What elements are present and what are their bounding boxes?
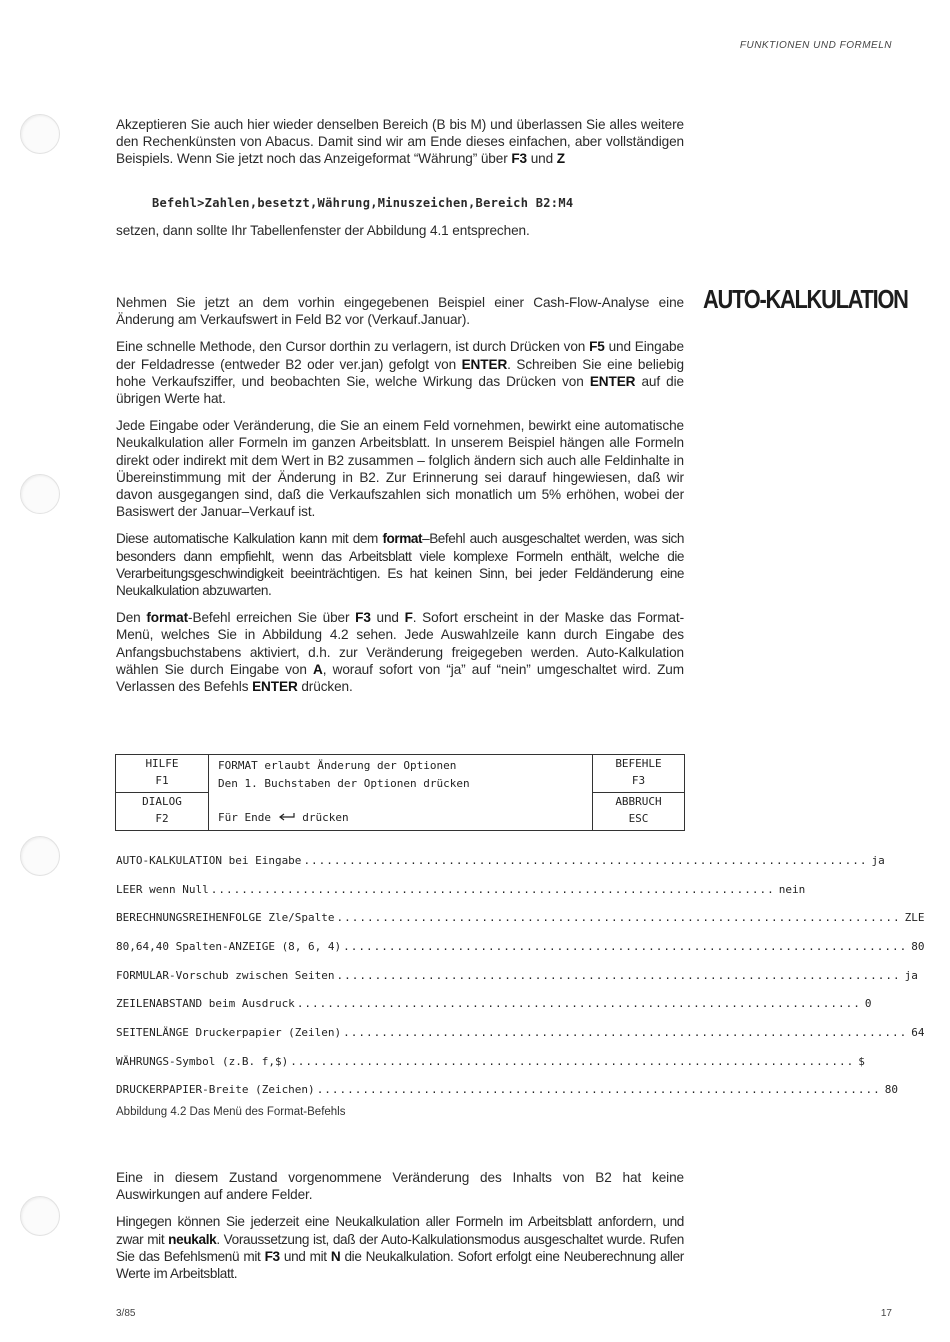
option-label: SEITENLÄNGE Druckerpapier (Zeilen) xyxy=(116,1025,342,1039)
abort-key-cell xyxy=(593,793,684,827)
section-paragraph-4 xyxy=(116,530,684,599)
conjunction: und xyxy=(527,151,557,167)
neukalk-command: neukalk xyxy=(168,1231,217,1247)
option-label: ZEILENABSTAND beim Ausdruck xyxy=(116,997,295,1011)
text-run: die Neukalkulation. Sofort erfolgt eine Neuberechnung aller Werte im Arbeitsblatt. xyxy=(116,1248,684,1282)
format-command: format xyxy=(146,610,189,626)
format-menu-header-box xyxy=(115,754,685,831)
punch-hole xyxy=(20,836,60,876)
text-run: Für Ende xyxy=(218,811,278,824)
option-value: ja xyxy=(904,968,918,982)
key-f2: F2 xyxy=(155,812,169,825)
text-run: -Befehl erreichen Sie über xyxy=(188,610,356,626)
option-label: LEER wenn Null xyxy=(116,882,209,896)
leader-dots: .......................................................................... xyxy=(343,939,908,953)
option-value: $ xyxy=(858,1054,865,1068)
text-run: drücken xyxy=(295,811,349,824)
leader-dots: .......................................................................... xyxy=(316,1083,881,1097)
option-label: WÄHRUNGS-Symbol (z.B. f,$) xyxy=(116,1054,289,1068)
option-row xyxy=(116,989,872,1018)
option-row xyxy=(116,1047,865,1076)
option-row xyxy=(116,846,885,875)
leader-dots: .......................................................................... xyxy=(210,882,775,896)
text-run: Den xyxy=(116,610,147,626)
closing-body xyxy=(116,1169,684,1282)
key-f3: F3 xyxy=(511,151,528,167)
option-row xyxy=(116,1076,899,1105)
section-paragraph-3: Jede Eingabe oder Veränderung, die Sie an einem Feld vornehmen, bewirkt eine automatische Neukalkulation aller Formeln im ganzen Arbeitsblatt. In unserem Beispiel hängen alle Formeln direkt oder indirekt mit dem Wert in B2 zusammen – folglich ändern sich auch alle Feldinhalte in Übereinstimmung mit der Änderung in B2. Zur Erinnerung sei darauf hingewiesen, daß wir davon ausgegangen sind, daß die Verkaufszahlen sich monatlich um 5% erhöhen, wobei der Basiswert der Januar–Verkauf ist. xyxy=(116,418,684,520)
abort-label: ABBRUCH xyxy=(615,795,662,808)
option-value: ja xyxy=(871,853,885,867)
punch-hole xyxy=(20,1196,60,1236)
text-run: Hingegen können Sie jederzeit eine Neukalkulation aller Formeln im Arbeitsblatt anfordern, und zwar mit xyxy=(116,1214,684,1247)
punch-hole xyxy=(20,474,60,514)
text-run: und xyxy=(370,610,405,626)
text-run: drücken. xyxy=(297,679,353,695)
punch-hole xyxy=(20,114,60,154)
format-command: format xyxy=(382,531,423,547)
option-row xyxy=(116,875,806,904)
text-run: . Voraussetzung ist, daß der Auto-Kalkulationsmodus ausgeschaltet wurde. Rufen Sie das Befehlsmenü mit xyxy=(116,1231,684,1264)
commands-key-cell xyxy=(593,755,684,789)
option-value: ZLE xyxy=(904,911,925,925)
help-label: HILFE xyxy=(145,757,179,770)
option-value: 80 xyxy=(884,1083,899,1097)
after-command-line: setzen, dann sollte Ihr Tabellenfenster der Abbildung 4.1 entsprechen. xyxy=(116,223,530,238)
key-f1: F1 xyxy=(155,774,169,787)
closing-paragraph-1: Eine in diesem Zustand vorgenommene Veränderung des Inhalts von B2 hat keine Auswirkungen auf andere Felder. xyxy=(116,1170,684,1203)
key-f3: F3 xyxy=(355,610,371,626)
key-a: A xyxy=(313,661,323,677)
key-esc: ESC xyxy=(628,812,649,825)
figure-caption: Abbildung 4.2 Das Menü des Format-Befehls xyxy=(116,1106,346,1118)
leader-dots: .......................................................................... xyxy=(343,1025,908,1039)
instruction-line-3 xyxy=(218,809,349,826)
leader-dots: .......................................................................... xyxy=(296,997,861,1011)
key-f: F xyxy=(404,610,413,626)
text-run: . Schreiben Sie eine beliebig hohe Verkaufsziffer, und beobachten Sie, welche Wirkung das Drücken von xyxy=(116,356,684,389)
option-label: BERECHNUNGSREIHENFOLGE Zle/Spalte xyxy=(116,911,335,925)
option-label: FORMULAR-Vorschub zwischen Seiten xyxy=(116,968,335,982)
key-enter: ENTER xyxy=(461,356,508,372)
section-paragraph-2 xyxy=(116,338,684,407)
page-number: 17 xyxy=(880,1308,892,1319)
option-row xyxy=(116,903,925,932)
help-key-cell xyxy=(116,755,208,789)
section-heading: AUTO-KALKULATION xyxy=(703,284,908,314)
menu-instructions xyxy=(218,757,470,793)
option-value: 64 xyxy=(911,1025,925,1039)
text-run: Eine schnelle Methode, den Cursor dorthin zu verlagern, ist durch Drücken von xyxy=(116,339,590,355)
dialog-key-cell xyxy=(116,793,208,827)
section-paragraph-1: Nehmen Sie jetzt an dem vorhin eingegebenen Beispiel einer Cash-Flow-Analyse eine Änderung am Verkaufswert in Feld B2 vor (Verkauf.Januar). xyxy=(116,295,684,328)
running-header: FUNKTIONEN UND FORMELN xyxy=(739,40,892,51)
after-command-text xyxy=(116,222,684,239)
option-row xyxy=(116,1018,925,1047)
option-label: DRUCKERPAPIER-Breite (Zeichen) xyxy=(116,1083,315,1097)
leader-dots: .......................................................................... xyxy=(303,853,868,867)
option-label: 80,64,40 Spalten-ANZEIGE (8, 6, 4) xyxy=(116,939,342,953)
text-run: –Befehl auch ausgeschaltet werden, was sich besonders dann empfiehlt, wenn das Arbeitsblatt viele komplexe Formeln enthält, welche die Verarbeitungsgeschwindigkeit beeinträchtigen. Es hat keinen Sinn, bei jeder Feldänderung eine Neukalkulation abzuwarten. xyxy=(116,531,684,599)
closing-paragraph-2 xyxy=(116,1213,684,1282)
option-value: 80 xyxy=(911,939,925,953)
text-run: und Eingabe der Feldadresse (entweder B2 oder ver.jan) gefolgt von xyxy=(116,339,684,372)
instruction-line-1: FORMAT erlaubt Änderung der Optionen xyxy=(218,759,457,772)
leader-dots: .......................................................................... xyxy=(336,968,901,982)
text-run: und mit xyxy=(279,1248,331,1264)
instruction-line-2: Den 1. Buchstaben der Optionen drücken xyxy=(218,777,470,790)
text-run: . Sofort erscheint in der Maske das Format-Menü, welches Sie in Abbildung 4.2 sehen. Jede Auswahlzeile kann durch Eingabe des Anfangsbuchstabens aktiviert, d.h. zur Veränderung freigegeben werden. Auto-Kalkulation wählen Sie durch Eingabe von xyxy=(116,610,684,677)
key-f3: F3 xyxy=(264,1248,280,1264)
intro-paragraph xyxy=(116,116,684,168)
leader-dots: .......................................................................... xyxy=(336,911,901,925)
option-row xyxy=(116,961,918,990)
text-run: Diese automatische Kalkulation kann mit dem xyxy=(116,531,383,547)
text-run: , worauf sofort von “ja” auf “nein” umgeschaltet wird. Zum Verlassen des Befehls xyxy=(116,661,684,695)
key-enter: ENTER xyxy=(252,679,298,695)
intro-text: Akzeptieren Sie auch hier wieder denselben Bereich (B bis M) und überlassen Sie alles weitere den Rechenkünsten von Abacus. Damit sind wir am Ende dieses einfachen, aber vollständigen Beispiels. Wenn Sie jetzt noch das Anzeigeformat “Währung” über xyxy=(116,117,684,167)
format-options-list xyxy=(116,846,925,1104)
key-f3: F3 xyxy=(631,774,646,787)
leader-dots: .......................................................................... xyxy=(290,1054,855,1068)
key-n: N xyxy=(330,1248,341,1264)
enter-key-icon xyxy=(278,811,296,824)
option-label: AUTO-KALKULATION bei Eingabe xyxy=(116,853,302,867)
key-enter: ENTER xyxy=(589,373,636,389)
footer-edition: 3/85 xyxy=(116,1308,136,1319)
text-run: auf die übrigen Werte hat. xyxy=(116,373,684,407)
dialog-label: DIALOG xyxy=(142,795,182,808)
command-line: Befehl>Zahlen,besetzt,Währung,Minuszeichen,Bereich B2:M4 xyxy=(152,196,574,210)
option-value: nein xyxy=(778,882,806,896)
key-z: Z xyxy=(556,151,565,167)
section-paragraph-5 xyxy=(116,609,684,695)
key-f5: F5 xyxy=(589,339,605,355)
divider xyxy=(208,755,209,830)
option-row xyxy=(116,932,925,961)
option-value: 0 xyxy=(864,997,872,1011)
commands-label: BEFEHLE xyxy=(615,757,662,770)
section-body xyxy=(116,294,684,695)
